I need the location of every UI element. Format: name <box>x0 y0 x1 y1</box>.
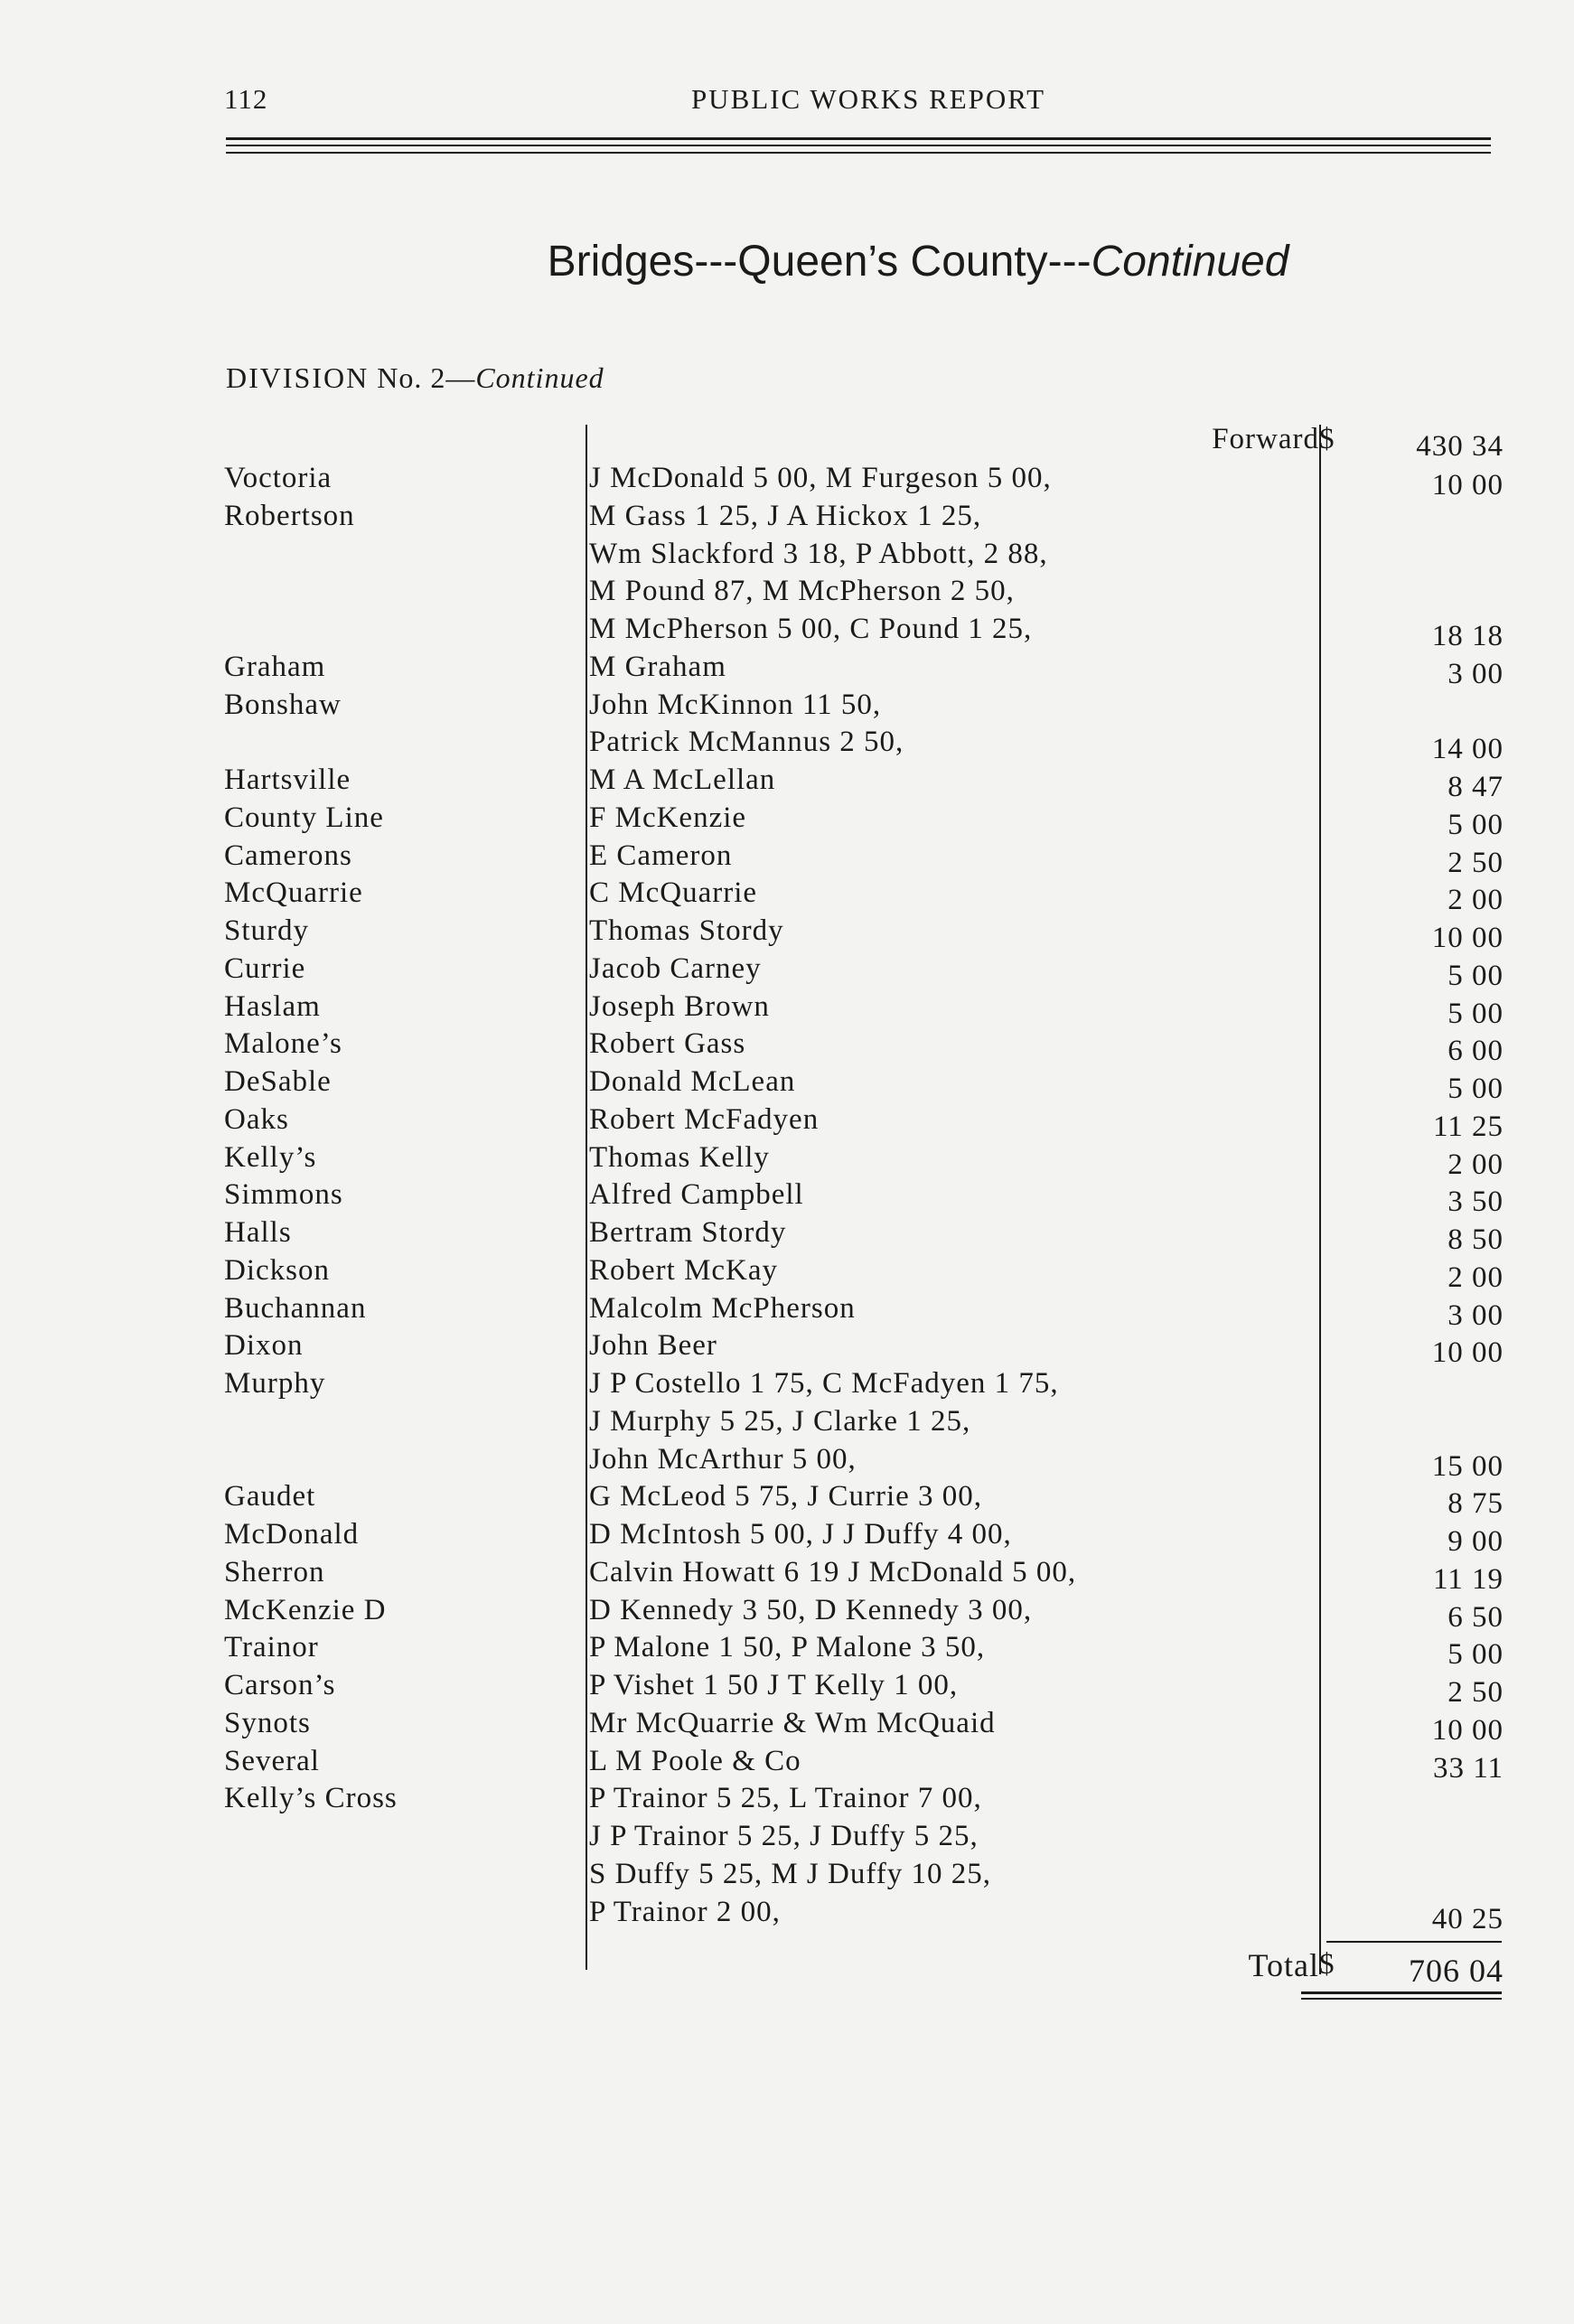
payee-names: Joseph Brown <box>589 990 770 1023</box>
row-amount: 5 00 <box>1448 960 1504 992</box>
total-label: Total <box>1248 1947 1319 1983</box>
row-amount: 11 19 <box>1432 1563 1504 1596</box>
division-label: DIVISION <box>226 361 370 394</box>
place-name: Graham <box>224 651 326 683</box>
payee-names: Malcolm McPherson <box>589 1292 856 1325</box>
ledger-row <box>0 1063 1574 1105</box>
place-name: County Line <box>224 801 384 834</box>
ledger-row <box>0 572 1574 610</box>
place-name: Currie <box>224 952 306 985</box>
ledger-row <box>0 1440 1574 1483</box>
payee-names: D Kennedy 3 50, D Kennedy 3 00, <box>589 1594 1033 1626</box>
header-rule-thin <box>226 145 1491 146</box>
ledger-row <box>0 1364 1574 1402</box>
place-name: McDonald <box>224 1518 360 1551</box>
row-amount: 8 50 <box>1448 1223 1504 1256</box>
place-name: Sturdy <box>224 914 310 947</box>
row-amount: 3 00 <box>1448 1299 1504 1332</box>
payee-names: G McLeod 5 75, J Currie 3 00, <box>589 1480 983 1513</box>
place-name: Bonshaw <box>224 689 342 721</box>
place-name: Kelly’s Cross <box>224 1782 398 1814</box>
row-amount: 2 50 <box>1448 1676 1504 1709</box>
ledger-row <box>0 1553 1574 1596</box>
place-name: DeSable <box>224 1065 332 1098</box>
ledger-row <box>0 686 1574 724</box>
ledger-row <box>0 1704 1574 1747</box>
row-amount: 10 00 <box>1431 1714 1504 1747</box>
place-name: Haslam <box>224 990 321 1023</box>
payee-names: Wm Slackford 3 18, P Abbott, 2 88, <box>589 538 1048 570</box>
payee-names: Bertram Stordy <box>589 1216 787 1249</box>
ledger-row <box>0 1817 1574 1855</box>
payee-names: Patrick McMannus 2 50, <box>589 726 904 758</box>
payee-names: F McKenzie <box>589 801 747 834</box>
ledger-row <box>0 1289 1574 1332</box>
ledger-row <box>0 950 1574 992</box>
place-name: Carson’s <box>224 1669 336 1701</box>
ledger-row <box>0 874 1574 916</box>
ledger-row <box>0 1628 1574 1671</box>
payee-names: Robert McFadyen <box>589 1103 820 1136</box>
payee-names: M Gass 1 25, J A Hickox 1 25, <box>589 500 982 532</box>
place-name: Dixon <box>224 1329 304 1362</box>
ledger-row <box>0 1855 1574 1893</box>
page-number: 112 <box>224 83 268 115</box>
division-continued: Continued <box>475 361 604 394</box>
row-amount: 8 75 <box>1448 1487 1504 1520</box>
row-amount: 33 11 <box>1432 1752 1504 1785</box>
place-name: McKenzie D <box>224 1594 387 1626</box>
division-heading <box>226 361 604 395</box>
payee-names: J Murphy 5 25, J Clarke 1 25, <box>589 1405 971 1438</box>
payee-names: D McIntosh 5 00, J J Duffy 4 00, <box>589 1518 1012 1551</box>
header-rule-double <box>226 152 1491 154</box>
payee-names: J McDonald 5 00, M Furgeson 5 00, <box>589 462 1052 494</box>
ledger-row <box>0 1326 1574 1369</box>
place-name: Gaudet <box>224 1480 316 1513</box>
payee-names: Calvin Howatt 6 19 J McDonald 5 00, <box>589 1556 1077 1588</box>
row-amount: 2 00 <box>1448 1148 1504 1181</box>
place-name: Buchannan <box>224 1292 367 1325</box>
payee-names: M Pound 87, M McPherson 2 50, <box>589 575 1015 607</box>
ledger-row <box>0 1176 1574 1218</box>
ledger-row <box>0 1214 1574 1256</box>
row-amount: 3 00 <box>1448 658 1504 690</box>
place-name: Sherron <box>224 1556 325 1588</box>
ledger-row <box>0 1742 1574 1785</box>
payee-names: John Beer <box>589 1329 717 1362</box>
row-amount: 3 50 <box>1448 1185 1504 1218</box>
row-amount: 8 47 <box>1448 771 1504 803</box>
payee-names: Robert Gass <box>589 1027 746 1060</box>
place-name: Simmons <box>224 1178 343 1211</box>
place-name: Oaks <box>224 1103 289 1136</box>
ledger-row <box>0 1779 1574 1817</box>
row-amount: 2 00 <box>1448 1261 1504 1294</box>
division-number: No. 2— <box>377 361 476 394</box>
row-amount: 15 00 <box>1431 1450 1504 1483</box>
ledger-row <box>0 648 1574 690</box>
payee-names: M McPherson 5 00, C Pound 1 25, <box>589 613 1033 645</box>
ledger-row <box>0 723 1574 765</box>
title-continued: Continued <box>1091 238 1289 286</box>
payee-names: Mr McQuarrie & Wm McQuaid <box>589 1707 996 1739</box>
ledger-row <box>0 1591 1574 1634</box>
row-amount: 5 00 <box>1448 1638 1504 1671</box>
row-amount: 14 00 <box>1431 733 1504 765</box>
ledger-row <box>0 610 1574 652</box>
place-name: McQuarrie <box>224 876 363 909</box>
payee-names: M A McLellan <box>589 764 776 796</box>
ledger-row <box>0 1666 1574 1709</box>
total-amount: 706 04 <box>1409 1953 1504 1989</box>
row-amount: 9 00 <box>1448 1525 1504 1558</box>
payee-names: Thomas Kelly <box>589 1141 770 1174</box>
payee-names: P Malone 1 50, P Malone 3 50, <box>589 1631 986 1663</box>
ledger-row <box>0 837 1574 879</box>
ledger-row <box>0 799 1574 841</box>
ledger-row <box>0 1251 1574 1294</box>
row-amount: 6 50 <box>1448 1601 1504 1634</box>
forward-label: Forward <box>1212 423 1319 455</box>
subtotal-rule <box>1326 1941 1502 1943</box>
row-amount: 11 25 <box>1432 1110 1504 1143</box>
row-amount: 5 00 <box>1448 998 1504 1030</box>
place-name: Hartsville <box>224 764 351 796</box>
payee-names: Robert McKay <box>589 1254 779 1287</box>
payee-names: C McQuarrie <box>589 876 758 909</box>
ledger-row <box>0 459 1574 501</box>
place-name: Trainor <box>224 1631 319 1663</box>
payee-names: P Vishet 1 50 J T Kelly 1 00, <box>589 1669 959 1701</box>
payee-names: John McKinnon 11 50, <box>589 689 882 721</box>
forward-dollar-sign: $ <box>1319 423 1335 455</box>
row-amount: 10 00 <box>1431 469 1504 501</box>
ledger-row <box>0 535 1574 573</box>
row-amount: 2 00 <box>1448 884 1504 916</box>
payee-names: S Duffy 5 25, M J Duffy 10 25, <box>589 1858 991 1890</box>
row-amount: 40 25 <box>1431 1903 1504 1935</box>
page-title <box>0 237 1574 286</box>
title-main: Bridges---Queen’s County--- <box>547 238 1091 286</box>
forward-amount: 430 34 <box>1416 430 1504 463</box>
place-name: Murphy <box>224 1367 326 1400</box>
ledger-row <box>0 912 1574 954</box>
place-name: Several <box>224 1745 320 1777</box>
payee-names: P Trainor 2 00, <box>589 1896 781 1928</box>
row-amount: 10 00 <box>1431 922 1504 954</box>
place-name: Kelly’s <box>224 1141 317 1174</box>
ledger-row <box>0 988 1574 1030</box>
place-name: Robertson <box>224 500 355 532</box>
ledger-row <box>0 1402 1574 1440</box>
payee-names: M Graham <box>589 651 726 683</box>
header-rule-thick <box>226 137 1491 140</box>
payee-names: J P Trainor 5 25, J Duffy 5 25, <box>589 1820 979 1852</box>
place-name: Dickson <box>224 1254 330 1287</box>
row-amount: 6 00 <box>1448 1035 1504 1067</box>
row-amount: 18 18 <box>1431 620 1504 652</box>
ledger-row <box>0 1515 1574 1558</box>
ledger-row <box>0 1139 1574 1181</box>
payee-names: J P Costello 1 75, C McFadyen 1 75, <box>589 1367 1059 1400</box>
row-amount: 5 00 <box>1448 1073 1504 1105</box>
total-rule-1 <box>1301 1991 1502 1994</box>
ledger-row <box>0 1893 1574 1935</box>
row-amount: 2 50 <box>1448 847 1504 879</box>
payee-names: P Trainor 5 25, L Trainor 7 00, <box>589 1782 982 1814</box>
ledger-row <box>0 1101 1574 1143</box>
payee-names: John McArthur 5 00, <box>589 1443 857 1476</box>
total-rule-2 <box>1301 1998 1502 2000</box>
ledger-row <box>0 1025 1574 1067</box>
payee-names: L M Poole & Co <box>589 1745 801 1777</box>
place-name: Camerons <box>224 839 352 872</box>
place-name: Malone’s <box>224 1027 342 1060</box>
place-name: Voctoria <box>224 462 333 494</box>
row-amount: 5 00 <box>1448 809 1504 841</box>
ledger-row <box>0 497 1574 535</box>
total-dollar-sign: $ <box>1319 1948 1335 1981</box>
payee-names: Alfred Campbell <box>589 1178 804 1211</box>
row-amount: 10 00 <box>1431 1336 1504 1369</box>
ledger-row <box>0 1477 1574 1520</box>
running-head: PUBLIC WORKS REPORT <box>690 83 1046 115</box>
payee-names: Thomas Stordy <box>589 914 784 947</box>
payee-names: Donald McLean <box>589 1065 796 1098</box>
payee-names: E Cameron <box>589 839 733 872</box>
place-name: Halls <box>224 1216 292 1249</box>
ledger-row <box>0 761 1574 803</box>
payee-names: Jacob Carney <box>589 952 762 985</box>
place-name: Synots <box>224 1707 311 1739</box>
